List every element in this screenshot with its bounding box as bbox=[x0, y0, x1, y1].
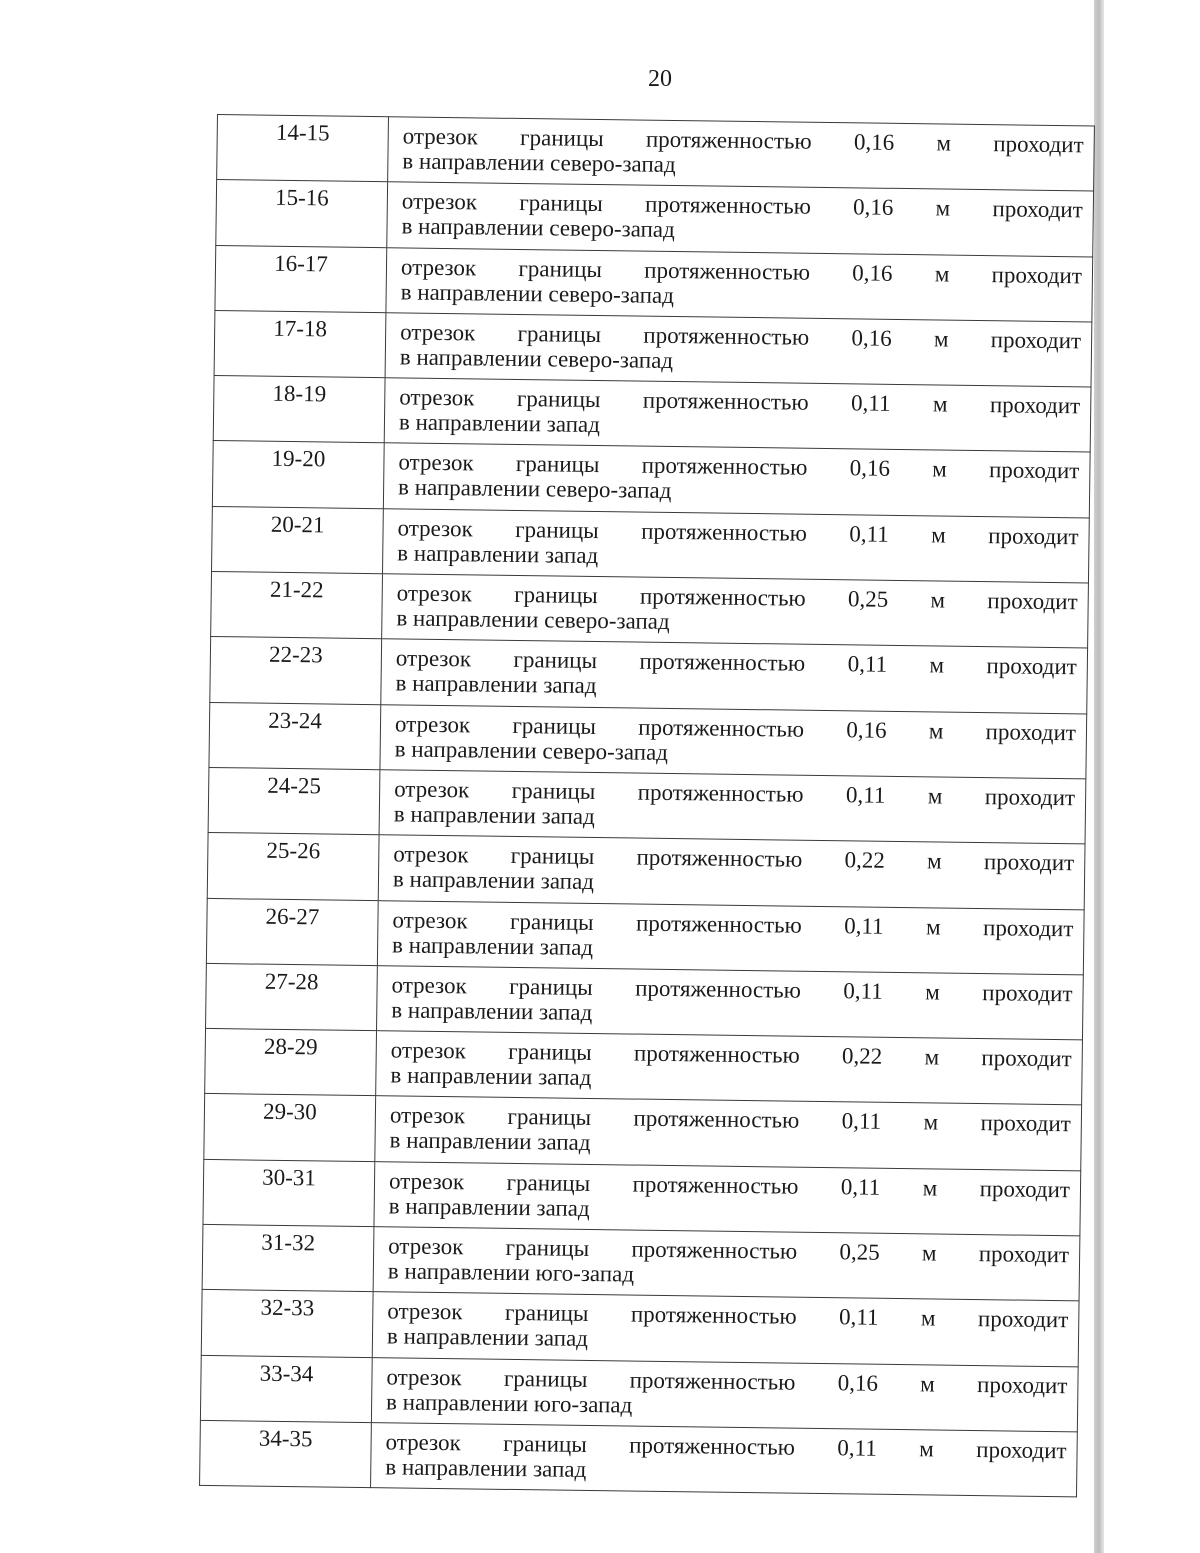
word-segment: отрезок bbox=[394, 711, 471, 738]
word-boundary: границы bbox=[509, 908, 594, 935]
word-length: протяженностью bbox=[632, 1171, 799, 1199]
direction-value: северо-запад bbox=[549, 150, 676, 178]
word-length: протяженностью bbox=[629, 1432, 796, 1460]
word-boundary: границы bbox=[516, 386, 601, 413]
description-cell bbox=[376, 1031, 1083, 1106]
page-number: 20 bbox=[648, 66, 672, 92]
segment-label: 26-27 bbox=[265, 903, 320, 929]
word-length: протяженностью bbox=[639, 583, 806, 611]
word-segment: отрезок bbox=[391, 972, 467, 999]
word-boundary: границы bbox=[510, 843, 595, 870]
description-cell bbox=[381, 639, 1088, 714]
table-body bbox=[200, 115, 1095, 1498]
segment-cell bbox=[202, 1224, 374, 1292]
table-row bbox=[200, 1355, 1078, 1432]
segment-cell bbox=[206, 963, 378, 1031]
description-cell bbox=[375, 1096, 1082, 1171]
segment-cell bbox=[212, 441, 384, 509]
direction-prefix: в направлении bbox=[399, 344, 548, 372]
description-cell bbox=[372, 1292, 1079, 1367]
description-cell bbox=[386, 247, 1093, 322]
segment-label: 25-26 bbox=[266, 837, 321, 864]
segment-label: 28-29 bbox=[263, 1033, 318, 1060]
segment-cell bbox=[217, 115, 389, 183]
direction-value: юго-запад bbox=[535, 1260, 635, 1287]
segment-cell bbox=[206, 898, 378, 966]
word-length: протяженностью bbox=[641, 453, 808, 481]
word-segment: отрезок bbox=[389, 1102, 466, 1129]
word-segment: отрезок bbox=[385, 1429, 461, 1456]
table-row bbox=[208, 767, 1086, 844]
word-boundary: границы bbox=[503, 1430, 587, 1457]
segment-label: 24-25 bbox=[267, 772, 322, 799]
word-length: протяженностью bbox=[636, 844, 803, 872]
segment-cell bbox=[208, 767, 380, 835]
length-unit: м bbox=[926, 848, 942, 874]
description-cell bbox=[378, 835, 1085, 910]
scanned-page-edge bbox=[1094, 0, 1104, 1553]
length-unit: м bbox=[928, 718, 944, 744]
segment-cell bbox=[215, 245, 387, 313]
table-row bbox=[216, 180, 1094, 257]
word-segment: отрезок bbox=[388, 1168, 465, 1195]
length-unit: м bbox=[931, 522, 946, 548]
word-boundary: границы bbox=[515, 516, 599, 543]
direction-value: запад bbox=[537, 1129, 591, 1156]
description-cell bbox=[380, 704, 1087, 779]
word-passes: проходит bbox=[981, 1045, 1072, 1072]
direction-prefix: в направлении bbox=[385, 1454, 534, 1482]
description-cell bbox=[371, 1423, 1078, 1498]
segment-label: 20-21 bbox=[270, 511, 325, 538]
table-row bbox=[203, 1159, 1081, 1236]
direction-value: северо-запад bbox=[542, 737, 669, 765]
word-segment: отрезок bbox=[387, 1298, 463, 1325]
length-value: 0,11 bbox=[845, 782, 886, 808]
segment-cell bbox=[213, 376, 385, 444]
description-cell bbox=[382, 508, 1089, 583]
table-row bbox=[217, 115, 1095, 192]
direction-prefix: в направлении bbox=[397, 540, 546, 568]
table-row bbox=[214, 310, 1092, 387]
boundary-segments-table-wrap bbox=[199, 114, 1095, 1498]
word-length: протяженностью bbox=[631, 1236, 798, 1264]
description-cell bbox=[371, 1357, 1078, 1432]
table-row bbox=[213, 376, 1091, 453]
table-row bbox=[201, 1290, 1079, 1367]
length-value: 0,11 bbox=[837, 1435, 877, 1461]
word-passes: проходит bbox=[993, 131, 1084, 158]
word-segment: отрезок bbox=[396, 580, 473, 607]
description-cell bbox=[373, 1227, 1080, 1302]
direction-value: запад bbox=[534, 1325, 589, 1352]
word-passes: проходит bbox=[977, 1306, 1069, 1333]
direction-value: запад bbox=[544, 542, 599, 568]
word-passes: проходит bbox=[991, 261, 1083, 288]
word-passes: проходит bbox=[990, 327, 1082, 354]
word-boundary: границы bbox=[515, 451, 600, 478]
segment-label: 14-15 bbox=[275, 119, 330, 146]
length-value: 0,16 bbox=[846, 716, 887, 743]
length-unit: м bbox=[932, 456, 947, 483]
description-cell bbox=[384, 378, 1091, 453]
segment-label: 21-22 bbox=[269, 576, 324, 603]
segment-cell bbox=[200, 1420, 372, 1488]
direction-value: северо-запад bbox=[544, 607, 670, 635]
direction-prefix: в направлении bbox=[385, 1388, 535, 1416]
length-value: 0,22 bbox=[844, 847, 885, 874]
word-passes: проходит bbox=[987, 588, 1078, 615]
table-row bbox=[212, 441, 1090, 518]
length-unit: м bbox=[922, 1175, 938, 1201]
table-row bbox=[200, 1420, 1078, 1497]
word-passes: проходит bbox=[986, 653, 1077, 680]
segment-label: 29-30 bbox=[262, 1099, 317, 1125]
length-value: 0,16 bbox=[849, 455, 891, 482]
length-unit: м bbox=[923, 1109, 939, 1135]
length-value: 0,11 bbox=[838, 1304, 879, 1331]
word-length: протяженностью bbox=[633, 1040, 800, 1068]
description-cell bbox=[377, 966, 1084, 1041]
table-row bbox=[215, 245, 1093, 322]
length-value: 0,16 bbox=[837, 1369, 879, 1396]
segment-label: 18-19 bbox=[272, 380, 327, 407]
table-row bbox=[211, 572, 1089, 649]
word-segment: отрезок bbox=[399, 384, 475, 411]
length-unit: м bbox=[932, 391, 948, 417]
table-row bbox=[206, 963, 1084, 1040]
length-unit: м bbox=[933, 326, 949, 352]
segment-label: 30-31 bbox=[262, 1164, 317, 1191]
direction-value: северо-запад bbox=[548, 280, 675, 308]
length-unit: м bbox=[927, 783, 943, 809]
length-unit: м bbox=[930, 587, 946, 613]
word-boundary: границы bbox=[511, 777, 596, 804]
direction-prefix: в направлении bbox=[393, 801, 542, 829]
direction-value: запад bbox=[538, 999, 593, 1025]
word-length: протяженностью bbox=[629, 1367, 796, 1395]
direction-prefix: в направлении bbox=[386, 1323, 535, 1351]
table-row bbox=[212, 506, 1090, 583]
length-value: 0,16 bbox=[853, 129, 895, 155]
word-length: протяженностью bbox=[642, 387, 809, 415]
direction-prefix: в направлении bbox=[391, 931, 541, 959]
word-boundary: границы bbox=[505, 1234, 590, 1262]
word-length: протяженностью bbox=[635, 910, 802, 938]
word-length: протяженностью bbox=[644, 191, 812, 220]
word-passes: проходит bbox=[976, 1436, 1067, 1464]
segment-cell bbox=[201, 1290, 373, 1358]
direction-prefix: в направлении bbox=[400, 279, 549, 306]
direction-value: северо-запад bbox=[545, 476, 672, 504]
segment-label: 15-16 bbox=[274, 185, 329, 211]
word-segment: отрезок bbox=[395, 645, 472, 672]
word-length: протяженностью bbox=[644, 257, 811, 285]
length-value: 0,11 bbox=[843, 978, 883, 1004]
word-segment: отрезок bbox=[397, 515, 473, 542]
word-boundary: границы bbox=[509, 973, 593, 1000]
direction-prefix: в направлении bbox=[387, 1258, 536, 1286]
word-boundary: границы bbox=[512, 712, 597, 739]
word-length: протяженностью bbox=[643, 322, 810, 350]
direction-prefix: в направлении bbox=[397, 474, 547, 502]
segment-label: 17-18 bbox=[273, 315, 328, 342]
length-value: 0,22 bbox=[841, 1043, 883, 1069]
word-segment: отрезок bbox=[402, 123, 479, 150]
length-unit: м bbox=[929, 652, 945, 678]
direction-prefix: в направлении bbox=[390, 1062, 539, 1090]
direction-prefix: в направлении bbox=[392, 866, 541, 894]
description-cell bbox=[385, 313, 1092, 388]
table-row bbox=[207, 833, 1085, 910]
direction-value: запад bbox=[546, 411, 601, 438]
segment-cell bbox=[204, 1094, 376, 1162]
direction-prefix: в направлении bbox=[391, 997, 540, 1025]
word-passes: проходит bbox=[989, 392, 1081, 419]
length-value: 0,25 bbox=[839, 1239, 880, 1265]
length-unit: м bbox=[919, 1436, 934, 1462]
description-cell bbox=[387, 182, 1094, 257]
word-passes: проходит bbox=[984, 784, 1076, 811]
segment-cell bbox=[216, 180, 388, 248]
length-unit: м bbox=[920, 1305, 936, 1331]
word-segment: отрезок bbox=[400, 254, 477, 280]
segment-label: 34-35 bbox=[258, 1425, 313, 1452]
segment-cell bbox=[209, 702, 381, 770]
word-boundary: границы bbox=[519, 124, 604, 152]
table-row bbox=[206, 898, 1084, 975]
word-passes: проходит bbox=[988, 522, 1079, 550]
segment-label: 23-24 bbox=[268, 707, 323, 734]
word-length: протяженностью bbox=[638, 714, 805, 742]
word-passes: проходит bbox=[982, 914, 1074, 941]
word-segment: отрезок bbox=[388, 1233, 464, 1260]
word-boundary: границы bbox=[519, 190, 603, 217]
direction-value: запад bbox=[536, 1195, 590, 1221]
word-passes: проходит bbox=[979, 1175, 1071, 1203]
segment-cell bbox=[207, 833, 379, 901]
word-segment: отрезок bbox=[398, 449, 474, 476]
length-value: 0,11 bbox=[849, 521, 889, 547]
table-row bbox=[202, 1224, 1080, 1301]
word-boundary: границы bbox=[518, 255, 603, 282]
word-length: протяженностью bbox=[637, 779, 804, 807]
segment-label: 32-33 bbox=[260, 1295, 315, 1321]
word-passes: проходит bbox=[988, 457, 1080, 484]
direction-value: запад bbox=[532, 1456, 587, 1482]
direction-prefix: в направлении bbox=[396, 605, 545, 633]
segment-label: 22-23 bbox=[268, 642, 323, 668]
direction-value: запад bbox=[540, 868, 595, 895]
length-value: 0,11 bbox=[841, 1108, 882, 1135]
segment-cell bbox=[210, 637, 382, 705]
length-unit: м bbox=[936, 130, 952, 156]
length-value: 0,16 bbox=[852, 194, 894, 221]
segment-label: 19-20 bbox=[271, 446, 326, 472]
length-value: 0,16 bbox=[852, 259, 893, 286]
direction-value: юго-запад bbox=[533, 1390, 633, 1418]
word-length: протяженностью bbox=[630, 1301, 797, 1330]
description-cell bbox=[377, 900, 1084, 975]
table-row bbox=[209, 702, 1087, 779]
direction-value: запад bbox=[543, 672, 597, 699]
word-segment: отрезок bbox=[392, 906, 468, 933]
segment-cell bbox=[212, 506, 384, 574]
length-value: 0,11 bbox=[840, 1174, 881, 1200]
boundary-segments-table bbox=[199, 114, 1095, 1498]
word-boundary: границы bbox=[508, 1039, 592, 1066]
word-length: протяженностью bbox=[633, 1105, 800, 1134]
word-segment: отрезок bbox=[386, 1363, 462, 1390]
word-passes: проходит bbox=[976, 1371, 1068, 1398]
word-passes: проходит bbox=[983, 849, 1075, 876]
length-unit: м bbox=[921, 1240, 937, 1266]
description-cell bbox=[379, 770, 1086, 845]
word-boundary: границы bbox=[503, 1365, 588, 1392]
word-segment: отрезок bbox=[394, 776, 470, 803]
segment-label: 27-28 bbox=[264, 968, 319, 995]
word-passes: проходит bbox=[978, 1241, 1070, 1268]
word-segment: отрезок bbox=[393, 841, 469, 868]
length-unit: м bbox=[935, 195, 951, 221]
word-segment: отрезок bbox=[390, 1037, 467, 1064]
length-unit: м bbox=[934, 261, 950, 287]
table-row bbox=[205, 1029, 1083, 1106]
word-length: протяженностью bbox=[645, 126, 812, 154]
direction-prefix: в направлении bbox=[395, 670, 544, 698]
segment-cell bbox=[214, 310, 386, 378]
length-value: 0,25 bbox=[847, 586, 889, 612]
length-unit: м bbox=[924, 1044, 940, 1070]
word-passes: проходит bbox=[980, 1110, 1071, 1137]
description-cell bbox=[382, 574, 1089, 649]
segment-cell bbox=[200, 1355, 372, 1423]
length-unit: м bbox=[925, 979, 940, 1005]
segment-cell bbox=[211, 572, 383, 640]
word-boundary: границы bbox=[506, 1169, 591, 1196]
word-boundary: границы bbox=[517, 320, 602, 347]
length-value: 0,11 bbox=[850, 390, 891, 417]
direction-value: запад bbox=[538, 1064, 592, 1091]
direction-prefix: в направлении bbox=[402, 148, 551, 176]
direction-value: северо-запад bbox=[547, 346, 674, 373]
word-boundary: границы bbox=[513, 647, 598, 674]
direction-value: запад bbox=[541, 803, 595, 829]
direction-prefix: в направлении bbox=[394, 736, 543, 763]
description-cell bbox=[383, 443, 1090, 518]
segment-cell bbox=[205, 1029, 377, 1097]
length-unit: м bbox=[925, 913, 941, 940]
direction-value: северо-запад bbox=[549, 215, 675, 243]
word-passes: проходит bbox=[982, 979, 1073, 1007]
table-row bbox=[210, 637, 1088, 714]
length-value: 0,11 bbox=[847, 651, 888, 678]
length-value: 0,11 bbox=[844, 912, 884, 939]
word-passes: проходит bbox=[985, 718, 1077, 745]
table-row bbox=[204, 1094, 1082, 1171]
description-cell bbox=[374, 1161, 1081, 1236]
direction-prefix: в направлении bbox=[389, 1127, 538, 1155]
segment-cell bbox=[203, 1159, 375, 1227]
direction-prefix: в направлении bbox=[388, 1193, 537, 1221]
word-segment: отрезок bbox=[400, 319, 476, 346]
direction-value: запад bbox=[539, 933, 594, 960]
direction-prefix: в направлении bbox=[401, 213, 550, 241]
length-unit: м bbox=[920, 1370, 935, 1397]
word-passes: проходит bbox=[992, 196, 1083, 223]
segment-label: 33-34 bbox=[259, 1360, 314, 1387]
segment-label: 31-32 bbox=[261, 1229, 316, 1256]
word-length: протяженностью bbox=[641, 518, 808, 546]
word-length: протяженностью bbox=[635, 975, 802, 1003]
direction-prefix: в направлении bbox=[398, 409, 547, 437]
word-boundary: границы bbox=[514, 582, 598, 609]
word-segment: отрезок bbox=[401, 188, 478, 215]
description-cell bbox=[388, 117, 1095, 192]
segment-label: 16-17 bbox=[274, 250, 329, 277]
word-boundary: границы bbox=[507, 1104, 592, 1131]
word-boundary: границы bbox=[504, 1300, 589, 1327]
word-length: протяженностью bbox=[639, 648, 806, 677]
length-value: 0,16 bbox=[851, 325, 892, 351]
